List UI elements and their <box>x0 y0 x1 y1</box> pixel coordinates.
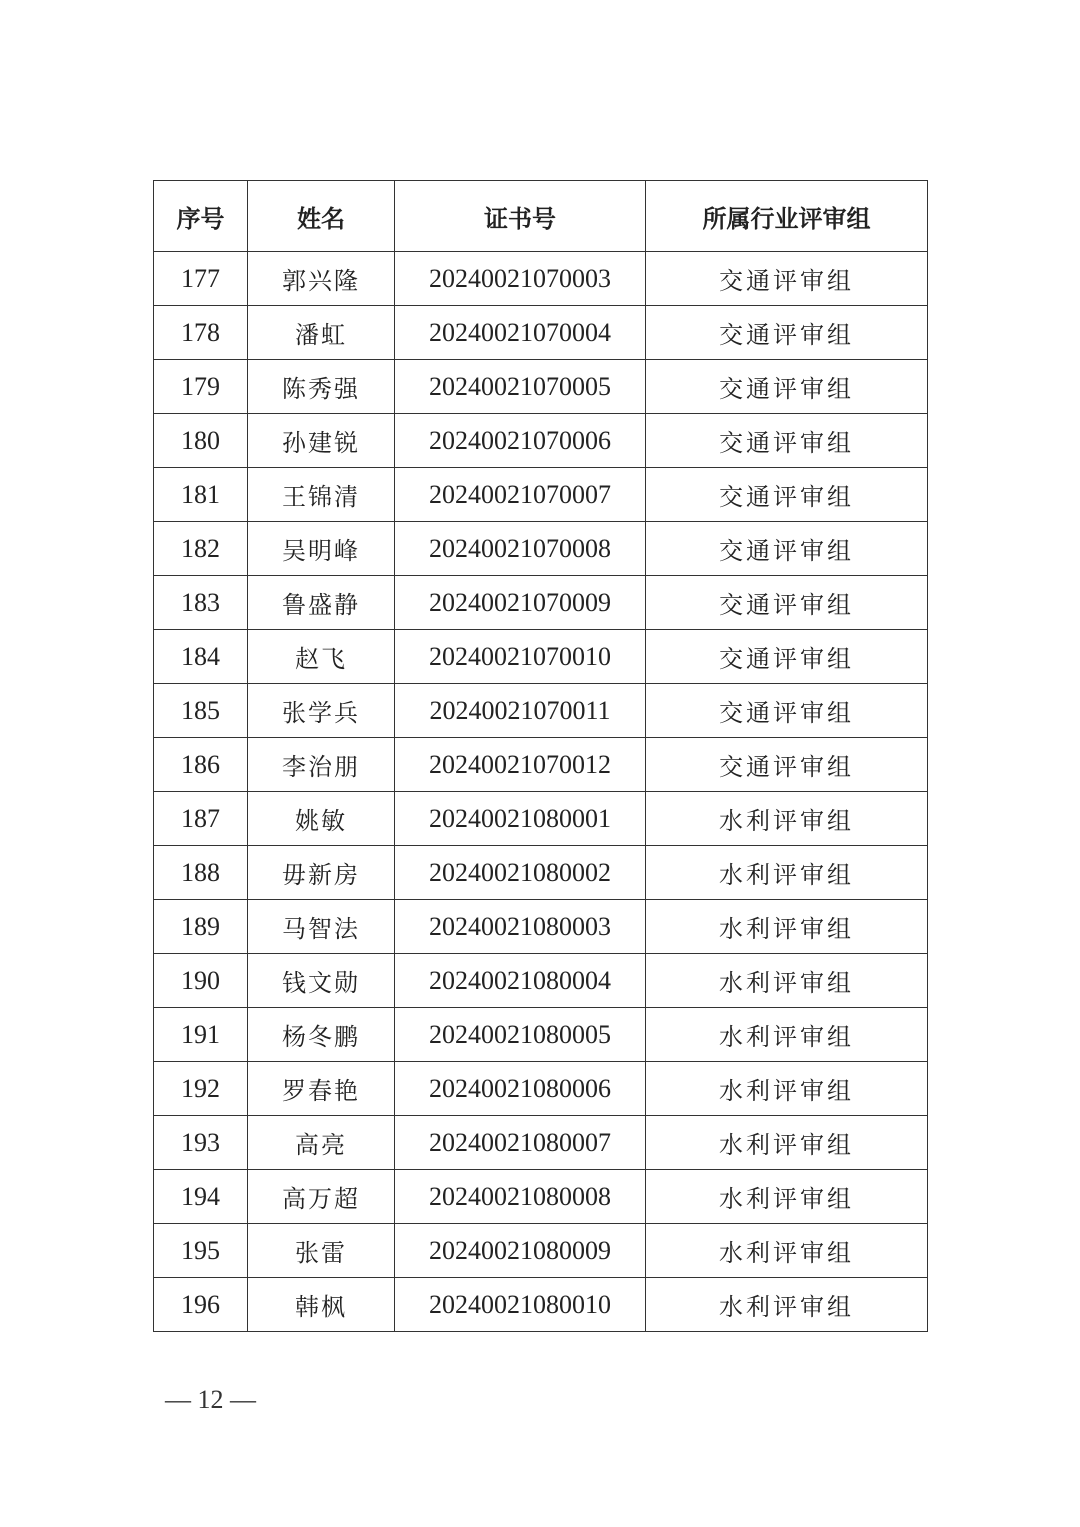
cell-certificate-number: 20240021080009 <box>395 1224 646 1278</box>
cell-review-group: 水利评审组 <box>646 1116 928 1170</box>
cell-serial-number: 196 <box>154 1278 248 1332</box>
cell-certificate-number: 20240021080001 <box>395 792 646 846</box>
cell-name: 鲁盛静 <box>248 576 395 630</box>
cell-certificate-number: 20240021080008 <box>395 1170 646 1224</box>
cell-review-group: 水利评审组 <box>646 792 928 846</box>
table-row <box>154 900 928 954</box>
cell-review-group: 交通评审组 <box>646 360 928 414</box>
cell-name: 张雷 <box>248 1224 395 1278</box>
cell-review-group: 水利评审组 <box>646 954 928 1008</box>
table-row <box>154 414 928 468</box>
cell-serial-number: 195 <box>154 1224 248 1278</box>
cell-name: 李治朋 <box>248 738 395 792</box>
cell-certificate-number: 20240021070012 <box>395 738 646 792</box>
cell-serial-number: 180 <box>154 414 248 468</box>
cell-name: 孙建锐 <box>248 414 395 468</box>
table-row <box>154 846 928 900</box>
cell-serial-number: 190 <box>154 954 248 1008</box>
page-number: — 12 — <box>165 1385 256 1414</box>
cell-name: 王锦清 <box>248 468 395 522</box>
cell-serial-number: 193 <box>154 1116 248 1170</box>
cell-serial-number: 182 <box>154 522 248 576</box>
table-row <box>154 522 928 576</box>
cell-review-group: 水利评审组 <box>646 1062 928 1116</box>
cell-certificate-number: 20240021070010 <box>395 630 646 684</box>
cell-serial-number: 183 <box>154 576 248 630</box>
cell-serial-number: 188 <box>154 846 248 900</box>
header-serial-number: 序号 <box>154 181 248 252</box>
certificate-table <box>153 180 928 1332</box>
table-row <box>154 1224 928 1278</box>
table-row <box>154 360 928 414</box>
table-row <box>154 684 928 738</box>
cell-serial-number: 191 <box>154 1008 248 1062</box>
cell-name: 韩枫 <box>248 1278 395 1332</box>
cell-review-group: 交通评审组 <box>646 414 928 468</box>
cell-certificate-number: 20240021070008 <box>395 522 646 576</box>
cell-name: 高亮 <box>248 1116 395 1170</box>
table-body <box>154 252 928 1332</box>
cell-certificate-number: 20240021070003 <box>395 252 646 306</box>
cell-certificate-number: 20240021070007 <box>395 468 646 522</box>
cell-serial-number: 178 <box>154 306 248 360</box>
cell-certificate-number: 20240021080007 <box>395 1116 646 1170</box>
cell-review-group: 水利评审组 <box>646 1008 928 1062</box>
table-row <box>154 1278 928 1332</box>
cell-serial-number: 194 <box>154 1170 248 1224</box>
header-name: 姓名 <box>248 181 395 252</box>
table-row <box>154 306 928 360</box>
cell-name: 姚敏 <box>248 792 395 846</box>
cell-name: 高万超 <box>248 1170 395 1224</box>
cell-name: 陈秀强 <box>248 360 395 414</box>
cell-review-group: 交通评审组 <box>646 306 928 360</box>
cell-certificate-number: 20240021080004 <box>395 954 646 1008</box>
cell-name: 赵飞 <box>248 630 395 684</box>
cell-review-group: 水利评审组 <box>646 1170 928 1224</box>
table-row <box>154 252 928 306</box>
cell-serial-number: 184 <box>154 630 248 684</box>
cell-name: 钱文勋 <box>248 954 395 1008</box>
cell-review-group: 水利评审组 <box>646 846 928 900</box>
cell-name: 罗春艳 <box>248 1062 395 1116</box>
cell-review-group: 交通评审组 <box>646 684 928 738</box>
cell-serial-number: 189 <box>154 900 248 954</box>
cell-review-group: 水利评审组 <box>646 1278 928 1332</box>
table-row <box>154 954 928 1008</box>
cell-review-group: 交通评审组 <box>646 576 928 630</box>
cell-certificate-number: 20240021080005 <box>395 1008 646 1062</box>
cell-name: 杨冬鹏 <box>248 1008 395 1062</box>
cell-serial-number: 185 <box>154 684 248 738</box>
cell-certificate-number: 20240021080006 <box>395 1062 646 1116</box>
table-header-row <box>154 181 928 252</box>
table-row <box>154 792 928 846</box>
cell-review-group: 水利评审组 <box>646 900 928 954</box>
table-row <box>154 630 928 684</box>
cell-serial-number: 187 <box>154 792 248 846</box>
cell-review-group: 交通评审组 <box>646 630 928 684</box>
table-row <box>154 468 928 522</box>
table-row <box>154 1116 928 1170</box>
table-row <box>154 576 928 630</box>
cell-review-group: 水利评审组 <box>646 1224 928 1278</box>
cell-review-group: 交通评审组 <box>646 468 928 522</box>
cell-certificate-number: 20240021070005 <box>395 360 646 414</box>
cell-name: 毋新房 <box>248 846 395 900</box>
header-certificate-number: 证书号 <box>395 181 646 252</box>
cell-serial-number: 186 <box>154 738 248 792</box>
cell-certificate-number: 20240021080010 <box>395 1278 646 1332</box>
cell-name: 马智法 <box>248 900 395 954</box>
table-row <box>154 1062 928 1116</box>
cell-name: 郭兴隆 <box>248 252 395 306</box>
table-row <box>154 738 928 792</box>
cell-name: 潘虹 <box>248 306 395 360</box>
cell-certificate-number: 20240021070009 <box>395 576 646 630</box>
table-row <box>154 1170 928 1224</box>
cell-serial-number: 181 <box>154 468 248 522</box>
cell-serial-number: 179 <box>154 360 248 414</box>
cell-certificate-number: 20240021080003 <box>395 900 646 954</box>
header-review-group: 所属行业评审组 <box>646 181 928 252</box>
cell-review-group: 交通评审组 <box>646 252 928 306</box>
cell-certificate-number: 20240021070004 <box>395 306 646 360</box>
cell-certificate-number: 20240021070011 <box>395 684 646 738</box>
cell-certificate-number: 20240021070006 <box>395 414 646 468</box>
cell-review-group: 交通评审组 <box>646 738 928 792</box>
table-row <box>154 1008 928 1062</box>
cell-review-group: 交通评审组 <box>646 522 928 576</box>
cell-name: 张学兵 <box>248 684 395 738</box>
cell-serial-number: 192 <box>154 1062 248 1116</box>
cell-serial-number: 177 <box>154 252 248 306</box>
cell-name: 吴明峰 <box>248 522 395 576</box>
cell-certificate-number: 20240021080002 <box>395 846 646 900</box>
